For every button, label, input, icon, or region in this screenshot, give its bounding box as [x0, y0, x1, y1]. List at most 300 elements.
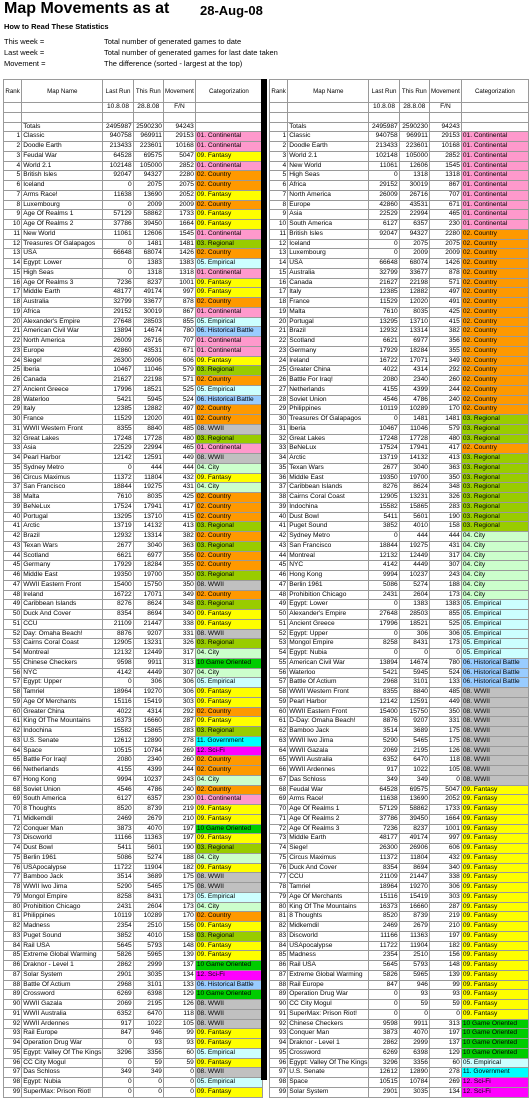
row-this-run: 105000 [133, 161, 163, 171]
row-movement: 307 [429, 561, 461, 571]
row-map-name: Treasures Of Galapagos [22, 239, 103, 249]
row-rank: 62 [270, 727, 288, 737]
row-last-run: 27648 [369, 610, 399, 620]
row-this-run: 58862 [133, 210, 163, 220]
table-row [4, 473, 263, 483]
row-movement: 338 [429, 873, 461, 883]
row-last-run: 2469 [369, 922, 399, 932]
row-movement: 243 [163, 775, 195, 785]
row-category: 05. Empirical [195, 385, 262, 395]
row-movement: 449 [163, 454, 195, 464]
row-last-run: 213433 [103, 142, 133, 152]
row-map-name: Berlin 1961 [288, 580, 369, 590]
row-last-run: 11722 [103, 863, 133, 873]
row-this-run: 9207 [133, 629, 163, 639]
row-rank: 2 [4, 142, 22, 152]
row-map-name: WWII Iwo Jima [288, 736, 369, 746]
row-this-run: 12449 [133, 649, 163, 659]
row-movement: 606 [429, 844, 461, 854]
table-row [4, 200, 263, 210]
row-category: 09. Fantasy [195, 805, 262, 815]
row-this-run: 43531 [133, 346, 163, 356]
row-category: 01. Continental [461, 161, 528, 171]
row-map-name: Middle East [22, 571, 103, 581]
row-rank: 70 [4, 805, 22, 815]
table-row [270, 454, 529, 464]
row-rank: 95 [4, 1048, 22, 1058]
report-title: Map Movements as at [4, 0, 170, 17]
row-map-name: Netherlands [22, 766, 103, 776]
row-last-run: 0 [103, 463, 133, 473]
row-rank: 84 [4, 941, 22, 951]
row-movement: 126 [163, 1000, 195, 1010]
row-movement: 413 [163, 522, 195, 532]
row-movement: 197 [163, 824, 195, 834]
row-last-run: 16373 [369, 902, 399, 912]
row-movement: 243 [429, 571, 461, 581]
row-map-name: Sydney Metro [288, 532, 369, 542]
row-this-run: 8035 [399, 307, 429, 317]
row-map-name: Waterloo [22, 395, 103, 405]
row-map-name: Battle Of Actium [288, 678, 369, 688]
row-movement: 175 [429, 727, 461, 737]
table-row [270, 502, 529, 512]
row-movement: 497 [163, 405, 195, 415]
row-last-run: 2069 [103, 1000, 133, 1010]
row-this-run: 2510 [399, 951, 429, 961]
row-map-name: Sydney Metro [22, 463, 103, 473]
row-last-run: 0 [103, 678, 133, 688]
row-movement: 382 [163, 532, 195, 542]
row-movement: 480 [429, 434, 461, 444]
table-row [4, 298, 263, 308]
row-category: 03. Regional [195, 639, 262, 649]
table-row [270, 317, 529, 327]
row-category: 01. Continental [195, 444, 262, 454]
table-row [270, 229, 529, 239]
row-rank: 26 [270, 376, 288, 386]
row-category: 04. City [461, 561, 528, 571]
row-category: 09. Fantasy [195, 941, 262, 951]
row-map-name: New World [22, 229, 103, 239]
row-category: 10 Game Oriented [195, 990, 262, 1000]
row-this-run: 2679 [399, 922, 429, 932]
row-rank: 23 [270, 346, 288, 356]
row-category: 02. Country [461, 346, 528, 356]
row-this-run: 17941 [399, 444, 429, 454]
row-category: 09. Fantasy [461, 824, 528, 834]
row-category: 08. WWII [461, 697, 528, 707]
row-movement: 190 [163, 844, 195, 854]
row-category: 01. Continental [195, 346, 262, 356]
table-row [4, 317, 263, 327]
row-this-run: 2999 [399, 1039, 429, 1049]
row-rank: 53 [4, 639, 22, 649]
row-map-name: Dust Bowl [22, 844, 103, 854]
row-last-run: 3852 [369, 522, 399, 532]
row-last-run: 10515 [369, 1078, 399, 1088]
row-category: 03. Regional [461, 502, 528, 512]
row-map-name: Rail Europe [288, 980, 369, 990]
row-category: 02. Country [461, 229, 528, 239]
row-movement: 29153 [163, 132, 195, 142]
row-this-run: 59 [399, 1000, 429, 1010]
row-rank: 66 [4, 766, 22, 776]
row-category: 06. Historical Battle [461, 678, 528, 688]
row-last-run: 4022 [103, 707, 133, 717]
row-movement: 139 [429, 970, 461, 980]
subheader-blank [4, 103, 22, 113]
row-map-name: World 2.1 [288, 151, 369, 161]
row-category: 09. Fantasy [461, 970, 528, 980]
table-row [270, 239, 529, 249]
row-movement: 363 [163, 541, 195, 551]
row-map-name: Classic [288, 132, 369, 142]
row-rank: 92 [4, 1019, 22, 1029]
row-this-run: 10784 [133, 746, 163, 756]
row-this-run: 93 [399, 990, 429, 1000]
row-category: 10 Game Oriented [195, 961, 262, 971]
row-this-run: 2340 [399, 376, 429, 386]
row-rank: 92 [270, 1019, 288, 1029]
row-this-run: 8739 [399, 912, 429, 922]
row-map-name: Ireland [288, 356, 369, 366]
row-rank: 87 [4, 970, 22, 980]
table-row [4, 951, 263, 961]
row-movement: 1383 [163, 259, 195, 269]
table-row [4, 970, 263, 980]
row-category: 09. Fantasy [195, 814, 262, 824]
row-map-name: CCU [288, 873, 369, 883]
row-movement: 317 [429, 551, 461, 561]
row-movement: 2280 [429, 229, 461, 239]
row-rank: 29 [4, 405, 22, 415]
row-category: 01. Continental [461, 200, 528, 210]
row-this-run: 12591 [399, 697, 429, 707]
row-map-name: Age Of Realms 3 [22, 278, 103, 288]
row-movement: 2075 [163, 181, 195, 191]
row-rank: 28 [4, 395, 22, 405]
row-category: 01. Continental [461, 220, 528, 230]
row-this-run: 5945 [399, 668, 429, 678]
row-this-run: 6977 [399, 337, 429, 347]
row-movement: 1733 [429, 805, 461, 815]
row-this-run: 2679 [133, 814, 163, 824]
row-movement: 356 [429, 337, 461, 347]
table-row [4, 395, 263, 405]
row-movement: 1318 [429, 171, 461, 181]
row-last-run: 13894 [103, 327, 133, 337]
row-category: 09. Fantasy [195, 834, 262, 844]
table-row [4, 229, 263, 239]
row-last-run: 2354 [103, 922, 133, 932]
row-this-run: 6398 [133, 990, 163, 1000]
row-movement: 156 [429, 951, 461, 961]
row-rank: 11 [4, 229, 22, 239]
row-category: 09. Fantasy [461, 990, 528, 1000]
row-rank: 38 [270, 493, 288, 503]
row-movement: 606 [163, 356, 195, 366]
row-category: 08. WWII [195, 1068, 262, 1078]
row-last-run: 13719 [103, 522, 133, 532]
row-category: 02. Country [195, 376, 262, 386]
row-this-run: 11046 [399, 424, 429, 434]
row-this-run: 11904 [399, 941, 429, 951]
row-movement: 707 [163, 337, 195, 347]
row-map-name: Italy [22, 405, 103, 415]
row-rank: 13 [4, 249, 22, 259]
row-category: 03. Regional [461, 473, 528, 483]
row-movement: 480 [163, 434, 195, 444]
row-movement: 269 [429, 1078, 461, 1088]
row-movement: 210 [163, 814, 195, 824]
row-rank: 25 [270, 366, 288, 376]
table-row [270, 756, 529, 766]
spacer-cell [270, 112, 288, 122]
row-last-run: 0 [103, 200, 133, 210]
row-last-run: 2862 [103, 961, 133, 971]
row-map-name: Luxembourg [288, 249, 369, 259]
row-category: 08. WWII [461, 717, 528, 727]
row-category: 01. Continental [461, 151, 528, 161]
row-last-run: 9598 [103, 658, 133, 668]
row-last-run: 2677 [369, 463, 399, 473]
definition-desc: The difference (sorted - largest at the top) [104, 59, 243, 68]
row-last-run: 2431 [369, 590, 399, 600]
row-this-run: 59 [133, 1058, 163, 1068]
row-map-name: Age Of Merchants [22, 697, 103, 707]
row-category: 09. Fantasy [461, 834, 528, 844]
row-movement: 105 [163, 1019, 195, 1029]
row-last-run: 10467 [369, 424, 399, 434]
row-this-run: 3101 [399, 678, 429, 688]
row-rank: 78 [4, 883, 22, 893]
table-row [270, 376, 529, 386]
row-rank: 59 [4, 697, 22, 707]
row-map-name: Portugal [22, 512, 103, 522]
table-row [4, 658, 263, 668]
row-last-run: 64528 [103, 151, 133, 161]
row-last-run: 11372 [369, 853, 399, 863]
row-movement: 0 [429, 775, 461, 785]
row-this-run: 223601 [133, 142, 163, 152]
row-movement: 855 [429, 610, 461, 620]
row-movement: 126 [429, 746, 461, 756]
row-category: 05. Empirical [461, 610, 528, 620]
table-row [4, 980, 263, 990]
row-rank: 7 [270, 190, 288, 200]
table-row [270, 902, 529, 912]
row-map-name: Soviet Union [22, 785, 103, 795]
row-this-run: 8624 [133, 600, 163, 610]
row-this-run: 5945 [133, 395, 163, 405]
row-movement: 491 [429, 298, 461, 308]
table-row [270, 1000, 529, 1010]
row-this-run: 3040 [399, 463, 429, 473]
table-row [4, 824, 263, 834]
row-movement: 1481 [429, 415, 461, 425]
row-rank: 8 [270, 200, 288, 210]
row-last-run: 4142 [369, 561, 399, 571]
row-this-run: 49174 [133, 288, 163, 298]
row-last-run: 847 [103, 1029, 133, 1039]
table-row [4, 268, 263, 278]
row-category: 03. Regional [195, 366, 262, 376]
row-movement: 449 [429, 697, 461, 707]
table-row [4, 649, 263, 659]
row-category: 08. WWII [461, 736, 528, 746]
row-rank: 83 [4, 931, 22, 941]
table-row [4, 1000, 263, 1010]
row-rank: 16 [270, 278, 288, 288]
row-movement: 188 [163, 853, 195, 863]
row-last-run: 11529 [103, 415, 133, 425]
row-this-run: 4399 [399, 385, 429, 395]
table-row [4, 795, 263, 805]
row-last-run: 12905 [103, 639, 133, 649]
row-rank: 95 [270, 1048, 288, 1058]
row-rank: 45 [4, 561, 22, 571]
row-rank: 85 [270, 951, 288, 961]
row-rank: 8 [4, 200, 22, 210]
row-last-run: 8276 [103, 600, 133, 610]
row-category: 09. Fantasy [461, 805, 528, 815]
row-rank: 24 [270, 356, 288, 366]
totals-movement: 94243 [429, 122, 461, 132]
row-rank: 33 [4, 444, 22, 454]
row-movement: 59 [163, 1058, 195, 1068]
table-row [270, 561, 529, 571]
table-row [4, 142, 263, 152]
table-row [4, 814, 263, 824]
table-row [4, 736, 263, 746]
row-map-name: Battle Of Actium [22, 980, 103, 990]
row-this-run: 13314 [399, 327, 429, 337]
stats-sheet [3, 79, 529, 1095]
row-this-run: 12606 [133, 229, 163, 239]
totals-last-run: 2495987 [103, 122, 133, 132]
row-last-run: 15116 [103, 697, 133, 707]
row-map-name: Philippines [288, 405, 369, 415]
row-category: 01. Continental [195, 132, 262, 142]
row-rank: 13 [270, 249, 288, 259]
row-rank: 27 [4, 385, 22, 395]
row-category: 09. Fantasy [195, 688, 262, 698]
row-this-run: 5274 [133, 853, 163, 863]
table-row [4, 892, 263, 902]
row-this-run: 2510 [133, 922, 163, 932]
row-rank: 74 [4, 844, 22, 854]
table-row [270, 346, 529, 356]
row-movement: 240 [163, 785, 195, 795]
row-rank: 91 [4, 1009, 22, 1019]
row-movement: 363 [429, 463, 461, 473]
row-rank: 36 [270, 473, 288, 483]
row-category: 10 Game Oriented [195, 658, 262, 668]
row-last-run: 9598 [369, 1019, 399, 1029]
row-this-run: 8739 [133, 805, 163, 815]
row-category: 02. Country [461, 249, 528, 259]
row-map-name: Siege! [288, 844, 369, 854]
row-rank: 89 [4, 990, 22, 1000]
table-row [270, 912, 529, 922]
row-map-name: World 2.1 [22, 161, 103, 171]
row-last-run: 4155 [369, 385, 399, 395]
row-this-run: 8431 [399, 639, 429, 649]
row-this-run: 17071 [399, 356, 429, 366]
table-row [4, 483, 263, 493]
row-rank: 41 [4, 522, 22, 532]
row-movement: 60 [429, 1058, 461, 1068]
table-row [270, 658, 529, 668]
table-row [4, 1029, 263, 1039]
row-rank: 9 [4, 210, 22, 220]
row-this-run: 2075 [399, 239, 429, 249]
row-rank: 15 [270, 268, 288, 278]
row-movement: 349 [429, 356, 461, 366]
row-this-run: 4314 [133, 707, 163, 717]
row-map-name: Rail Europe [22, 1029, 103, 1039]
row-last-run: 2080 [103, 756, 133, 766]
row-last-run: 2677 [103, 541, 133, 551]
row-rank: 39 [270, 502, 288, 512]
table-row [270, 249, 529, 259]
row-category: 12. Sci-Fi [461, 1087, 528, 1097]
row-this-run: 946 [133, 1029, 163, 1039]
row-category: 03. Regional [195, 727, 262, 737]
table-row [4, 210, 263, 220]
table-row [4, 961, 263, 971]
row-category: 02. Country [461, 444, 528, 454]
row-movement: 425 [429, 307, 461, 317]
row-this-run: 2999 [133, 961, 163, 971]
table-row [270, 366, 529, 376]
row-movement: 340 [429, 863, 461, 873]
row-category: 01. Continental [195, 142, 262, 152]
row-rank: 62 [4, 727, 22, 737]
row-this-run: 4449 [133, 668, 163, 678]
row-last-run: 12932 [369, 327, 399, 337]
row-map-name: Iberia [22, 366, 103, 376]
row-map-name: Europe [22, 346, 103, 356]
row-last-run: 3873 [369, 1029, 399, 1039]
table-row [270, 259, 529, 269]
row-movement: 148 [163, 941, 195, 951]
row-this-run: 8035 [133, 493, 163, 503]
row-category: 09. Fantasy [461, 961, 528, 971]
row-last-run: 12612 [103, 736, 133, 746]
row-last-run: 19350 [369, 473, 399, 483]
row-this-run: 8431 [133, 892, 163, 902]
subheader-blank [288, 103, 369, 113]
row-movement: 1664 [163, 220, 195, 230]
row-rank: 38 [4, 493, 22, 503]
row-last-run: 57129 [103, 210, 133, 220]
row-last-run: 847 [369, 980, 399, 990]
row-map-name: Draknor - Level 1 [22, 961, 103, 971]
row-movement: 59 [429, 1000, 461, 1010]
row-movement: 99 [429, 980, 461, 990]
row-category: 04. City [195, 483, 262, 493]
table-row [270, 434, 529, 444]
row-rank: 72 [4, 824, 22, 834]
row-last-run: 27648 [103, 317, 133, 327]
row-movement: 129 [429, 1048, 461, 1058]
row-rank: 41 [270, 522, 288, 532]
row-last-run: 9994 [103, 775, 133, 785]
row-last-run: 940758 [103, 132, 133, 142]
row-rank: 22 [270, 337, 288, 347]
